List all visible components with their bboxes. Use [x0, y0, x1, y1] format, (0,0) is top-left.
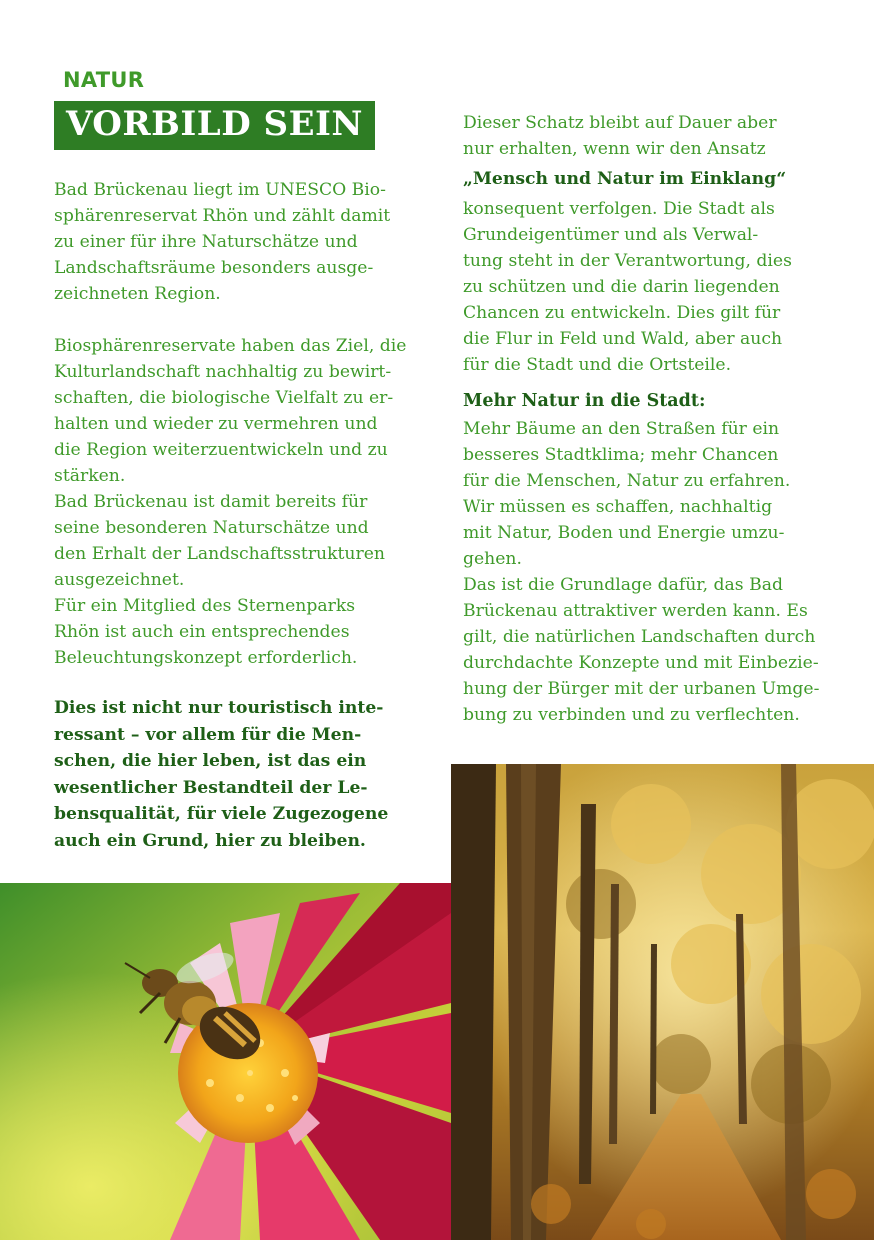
text-line: gilt, die natürlichen Landschaften durch: [463, 627, 816, 647]
text-line: zeichneten Region.: [54, 284, 221, 304]
text-line: ausgezeichnet.: [54, 570, 185, 590]
text-line: besseres Stadtklima; mehr Chancen: [463, 445, 779, 465]
text-line: für die Menschen, Natur zu erfahren.: [463, 471, 791, 491]
paragraph-basis: [463, 572, 853, 728]
text-line: konsequent verfolgen. Die Stadt als: [463, 199, 775, 219]
text-line: ressant – vor allem für die Men-: [54, 724, 362, 745]
text-line: Mehr Bäume an den Straßen für ein: [463, 419, 780, 439]
text-line: Chancen zu entwickeln. Dies gilt für: [463, 303, 781, 323]
text-line: auch ein Grund, hier zu bleiben.: [54, 830, 366, 851]
right-column: [463, 110, 853, 728]
section-kicker: NATUR: [63, 68, 145, 92]
paragraph-biosphere: [54, 333, 426, 489]
text-line: zu schützen und die darin liegenden: [463, 277, 780, 297]
page-title: VORBILD SEIN: [66, 104, 363, 144]
text-line: die Region weiterzuentwickeln und zu: [54, 440, 388, 460]
text-line: für die Stadt und die Ortsteile.: [463, 355, 732, 375]
bee-flower-photo: [0, 883, 451, 1240]
forest-path-photo: [451, 764, 874, 1240]
text-line: schaften, die biologische Vielfalt zu er-: [54, 388, 394, 408]
paragraph-starpark: [54, 593, 426, 671]
paragraph-intro: [54, 177, 426, 307]
text-line: Das ist die Grundlage dafür, das Bad: [463, 575, 783, 595]
paragraph-responsibility: [463, 196, 853, 378]
text-line: schen, die hier leben, ist das ein: [54, 751, 367, 771]
text-line: den Erhalt der Landschaftsstrukturen: [54, 544, 385, 564]
text-line: Bad Brückenau liegt im UNESCO Bio-: [54, 180, 386, 200]
text-line: Beleuchtungskonzept erforderlich.: [54, 648, 358, 668]
text-line: durchdachte Konzepte und mit Einbezie-: [463, 653, 819, 673]
text-line: Wir müssen es schaffen, nachhaltig: [463, 497, 773, 517]
text-line: Brückenau attraktiver werden kann. Es: [463, 601, 808, 621]
text-line: tung steht in der Verantwortung, dies: [463, 251, 792, 271]
text-line: Dies ist nicht nur touristisch inte-: [54, 698, 384, 718]
text-line: zu einer für ihre Naturschätze und: [54, 232, 358, 252]
text-line: Dieser Schatz bleibt auf Dauer aber: [463, 113, 777, 133]
text-line: nur erhalten, wenn wir den Ansatz: [463, 139, 766, 159]
text-line: Biosphärenreservate haben das Ziel, die: [54, 336, 407, 356]
text-line: Kulturlandschaft nachhaltig zu bewirt-: [54, 362, 392, 382]
left-column: [54, 177, 426, 854]
text-line: Bad Brückenau ist damit bereits für: [54, 492, 368, 512]
text-line: hung der Bürger mit der urbanen Umge-: [463, 679, 820, 699]
text-line: stärken.: [54, 466, 126, 486]
paragraph-treasure: [463, 110, 853, 162]
text-line: sphärenreservat Rhön und zählt damit: [54, 206, 391, 226]
text-line: bung zu verbinden und zu verflechten.: [463, 705, 800, 725]
text-line: seine besonderen Naturschätze und: [54, 518, 369, 538]
motto-quote: „Mensch und Natur im Einklang“: [463, 169, 787, 189]
paragraph-awarded: [54, 489, 426, 593]
text-line: Grundeigentümer und als Verwal-: [463, 225, 759, 245]
subheading: Mehr Natur in die Stadt:: [463, 391, 706, 411]
text-line: wesentlicher Bestandteil der Le-: [54, 777, 368, 798]
paragraph-emphasis: [54, 695, 426, 854]
text-line: mit Natur, Boden und Energie umzu-: [463, 523, 785, 543]
text-line: Landschaftsräume besonders ausge-: [54, 258, 374, 278]
text-line: die Flur in Feld und Wald, aber auch: [463, 329, 783, 349]
title-banner: [54, 101, 375, 150]
text-line: halten und wieder zu vermehren und: [54, 414, 378, 434]
paragraph-more-nature: [463, 416, 853, 572]
text-line: Für ein Mitglied des Sternenparks: [54, 596, 356, 616]
text-line: Rhön ist auch ein entsprechendes: [54, 622, 350, 642]
text-line: gehen.: [463, 549, 522, 569]
text-line: bensqualität, für viele Zugezogene: [54, 804, 389, 824]
